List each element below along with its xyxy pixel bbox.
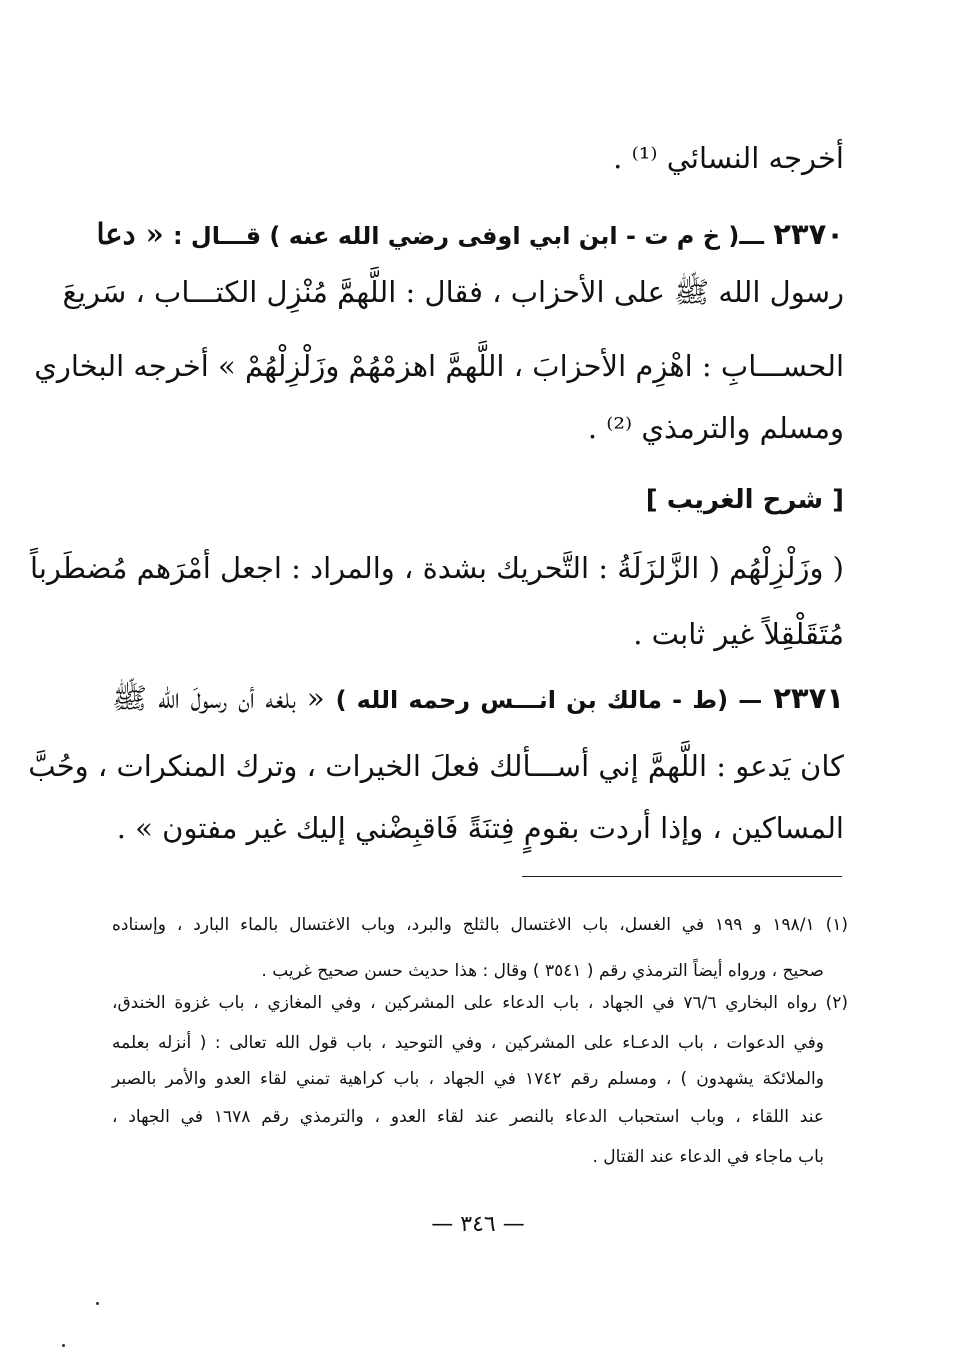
hadith-2370-line-1 [96, 212, 844, 258]
hadith-2370-text-2: رسول الله ﷺ على الأحزاب ، فقال : اللَّهمَّ مُنْزِل الكتـــاب ، سَريعَ [62, 275, 844, 309]
hadith-2370-text-3: الحســـابِ : اهْزِم الأحزابَ ، اللَّهمَّ اهزمْهُمْ وزَلْزِلْهُمْ » أخرجه البخاري [34, 349, 844, 383]
gharib-text-1: ( وزَلْزِلْهُم ( الزَّلزَلَةُ : التَّحريك بشدة ، والمراد : اجعل أمْرَهم مُضطَرباً [30, 551, 844, 585]
footnote-separator [522, 876, 842, 877]
hadith-2371-line-3 [112, 806, 844, 850]
footnote-line-1 [112, 912, 848, 938]
hadith-2371-line-2 [28, 744, 844, 788]
footnote-text-3: (٢) رواه البخاري ٧٦/٦ في الجهاد ، باب الدعاء على المشركين ، وفي المغازي ، باب غزوة الخندق، [112, 993, 848, 1013]
footnote-text-4: وفي الدعوات ، باب الدعـاء على المشركين ، وفي التوحيد ، باب قول الله تعالى : ( أنزله بعلمه [112, 1033, 824, 1053]
hadith-2371-opening: « بلغه أن رسولَ الله ﷺ [112, 681, 325, 715]
gharib-line-1 [30, 546, 844, 590]
footnote-line-4 [112, 1030, 824, 1056]
hadith-2370-line-4 [112, 406, 844, 450]
footnote-text-5: والملائكة يشهدون ) ، ومسلم رقم ١٧٤٢ في الجهاد ، باب كراهية تمني لقاء العدو والأمر بالصبر [112, 1069, 824, 1089]
gharib-section-title [112, 480, 844, 520]
nasai-attribution-text: أخرجه النسائي ⁽¹⁾ . [613, 141, 844, 175]
hadith-2371-source: — (ط - مالك بن انـــس رحمه الله ) [335, 686, 763, 714]
hadith-number-2370: ٢٣٧٠ [773, 217, 844, 251]
gharib-text-2: مُتَقَلْقِلاً غير ثابت . [633, 617, 844, 651]
hadith-2370-line-3 [34, 344, 844, 388]
footnote-line-6 [112, 1104, 824, 1130]
footnote-text-7: باب ماجاء في الدعاء عند القتال . [592, 1147, 824, 1167]
footnote-line-7 [112, 1144, 824, 1170]
hadith-2370-source: ـــ( خ م ت - ابن ابي اوفى رضي الله عنه ) قـــال : [172, 222, 764, 250]
scan-speck [96, 1302, 99, 1305]
page-number: — ٣٤٦ — [431, 1212, 525, 1237]
footnote-text-6: عند اللقاء ، وباب استحباب الدعاء بالنصر عند لقاء العدو ، والترمذي رقم ١٦٧٨ في الجهاد ، [112, 1107, 824, 1127]
scan-speck [62, 1344, 65, 1347]
hadith-2371-text-2: كان يَدعو : اللَّهمَّ إني أســـألك فعلَ الخيرات ، وترك المنكرات ، وحُبَّ [28, 749, 844, 783]
footnote-line-3 [112, 990, 848, 1016]
footnote-text-2: صحيح ، ورواه أيضاً الترمذي رقم ( ٣٥٤١ ) وقال : هذا حديث حسن صحيح غريب . [261, 961, 824, 981]
gharib-line-2 [112, 612, 844, 656]
hadith-2370-text-4: ومسلم والترمذي ⁽²⁾ . [587, 411, 844, 445]
footnote-line-2 [112, 958, 824, 984]
hadith-2371-line-1 [112, 676, 844, 722]
hadith-number-2371: ٢٣٧١ [773, 681, 845, 715]
hadith-2370-line-2 [62, 270, 844, 314]
gharib-title-text: [ شرح الغريب ] [645, 485, 844, 515]
nasai-attribution-line [112, 136, 844, 180]
hadith-2370-opening: « دعا [96, 217, 164, 251]
footnote-text-1: (١) ١٩٨/١ و ١٩٩ في الغسل، باب الاغتسال بالثلج والبرد، وباب الاغتسال بالماء البارد ، وإسناده [112, 915, 848, 935]
hadith-2371-text-3: المساكين ، وإذا أردت بقومٍ فِتنَةً فَاقبِضْني إليك غير مفتون » . [116, 811, 844, 845]
footnote-line-5 [112, 1066, 824, 1092]
